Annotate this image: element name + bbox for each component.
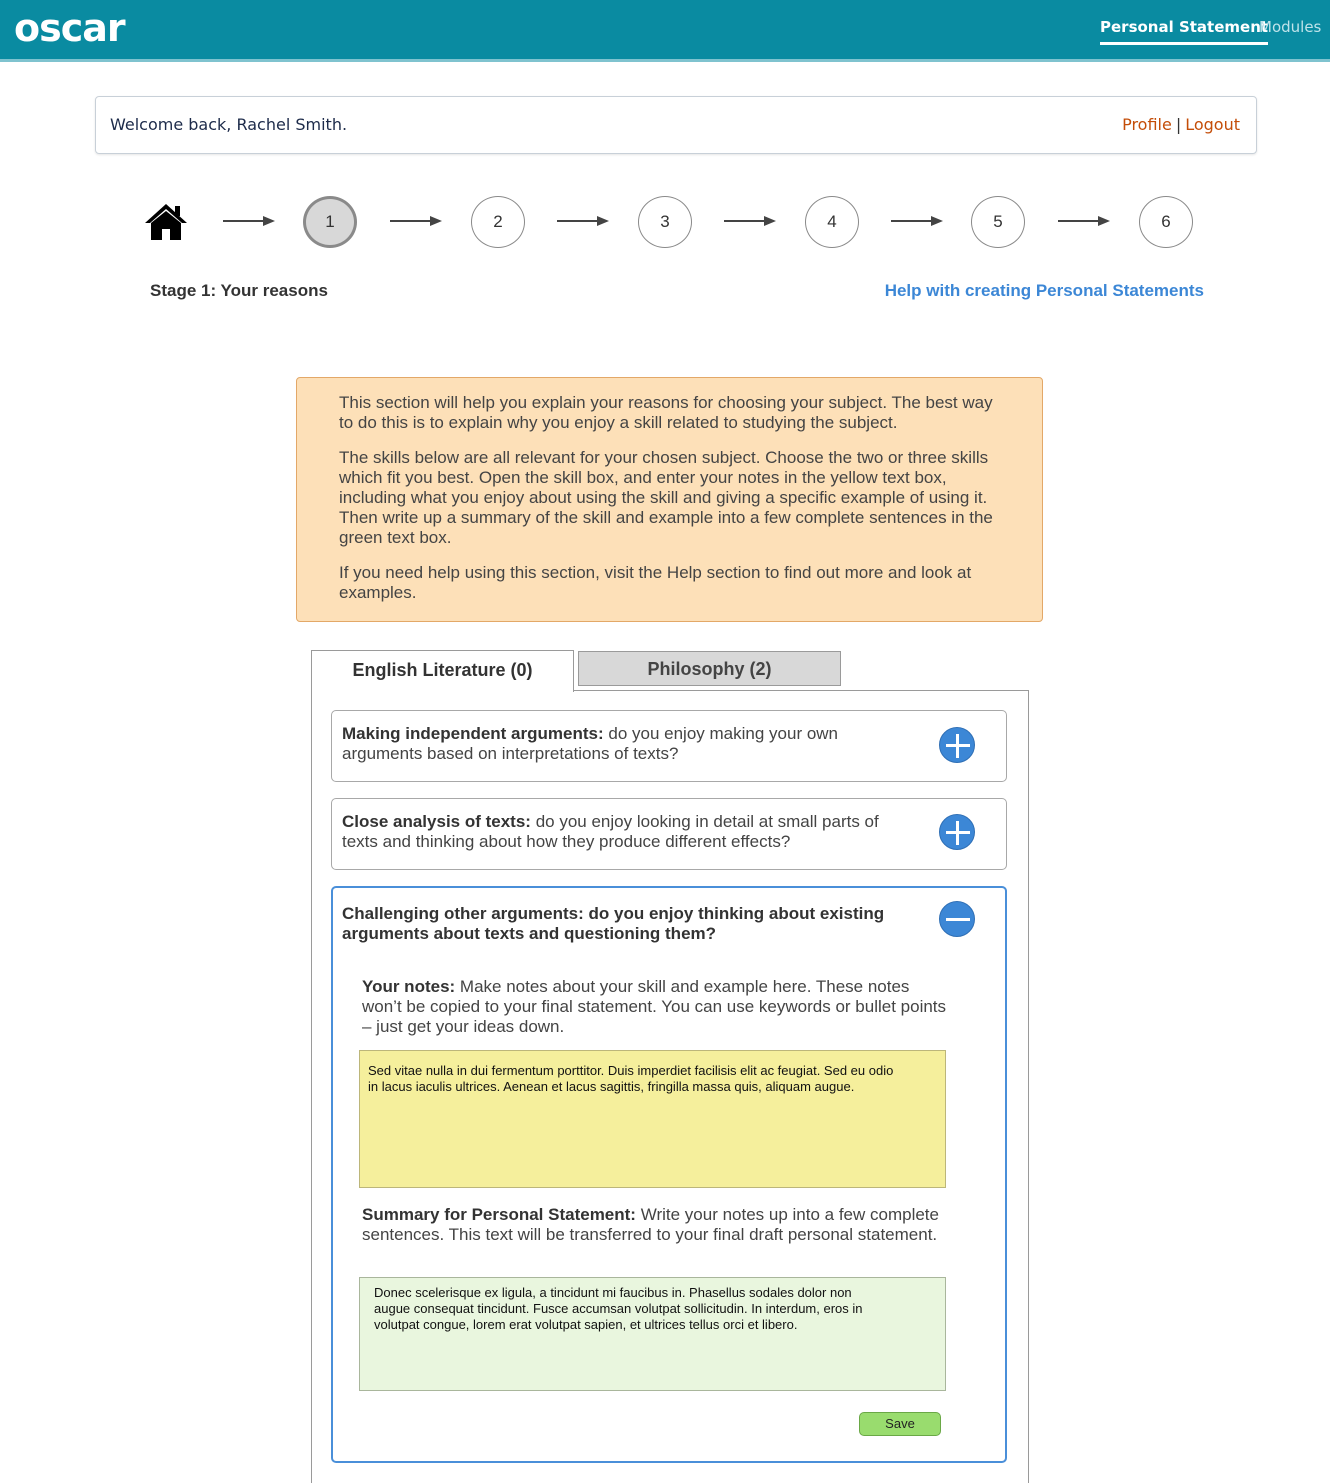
oscar-logo[interactable]: oscar <box>14 6 125 50</box>
stage-title: Stage 1: Your reasons <box>150 281 328 300</box>
notes-label: Your notes: <box>362 977 456 996</box>
summary-textarea[interactable]: Donec scelerisque ex ligula, a tincidunt mi faucibus in. Phasellus sodales dolor non augue consequat tincidunt. Fusce accumsan volutpat sollicitudin. In interdum, eros in volutpat congue, lorem erat volutpat sapien, et ultrices tellus orci et libero. <box>359 1277 946 1391</box>
step-5[interactable]: 5 <box>971 196 1025 248</box>
arrow-right-icon <box>891 213 943 229</box>
step-3[interactable]: 3 <box>638 196 692 248</box>
arrow-right-icon <box>1058 213 1110 229</box>
logout-link[interactable]: Logout <box>1185 115 1240 134</box>
save-button[interactable]: Save <box>859 1412 941 1436</box>
step-6[interactable]: 6 <box>1139 196 1193 248</box>
skill-card-text <box>342 812 902 852</box>
top-navbar <box>0 0 1330 62</box>
skill-description: do you enjoy making your own arguments based on interpretations of texts? <box>342 724 839 763</box>
skill-title: Challenging other arguments: do you enjoy thinking about existing arguments about texts and questioning them? <box>342 904 885 943</box>
arrow-right-icon <box>390 213 442 229</box>
notes-textarea[interactable]: Sed vitae nulla in dui fermentum porttitor. Duis imperdiet facilisis elit ac feugiat. Sed eu odio in lacus iaculis ultrices. Aenean et lacus sagittis, fringilla massa quis, aliquam augue. <box>359 1050 946 1188</box>
plus-icon[interactable] <box>939 814 975 850</box>
tab-philosophy[interactable]: Philosophy (2) <box>578 651 841 686</box>
minus-icon[interactable] <box>939 901 975 937</box>
instructions-paragraph: This section will help you explain your reasons for choosing your subject. The best way to do this is to explain why you enjoy a skill related to studying the subject. <box>339 393 993 432</box>
tab-english-literature[interactable]: English Literature (0) <box>311 650 574 692</box>
instructions-paragraph: The skills below are all relevant for your chosen subject. Choose the two or three skills which fit you best. Open the skill box, and enter your notes in the yellow text box, including what you enjoy about using the skill and giving a specific example of using it. Then write up a summary of the skill and example into a few complete sentences in the green text box. <box>339 448 993 547</box>
skill-card[interactable] <box>331 710 1007 782</box>
help-link[interactable]: Help with creating Personal Statements <box>884 281 1204 300</box>
skill-title: Making independent arguments: <box>342 724 604 743</box>
notes-description: Make notes about your skill and example here. These notes won’t be copied to your final statement. You can use keywords or bullet points – just get your ideas down. <box>362 977 947 1036</box>
plus-icon[interactable] <box>939 727 975 763</box>
home-icon[interactable] <box>144 202 188 242</box>
skill-description: do you enjoy looking in detail at small parts of texts and thinking about how they produce different effects? <box>342 812 879 851</box>
instructions-box <box>296 377 1043 622</box>
account-links <box>1122 115 1240 134</box>
link-separator: | <box>1175 115 1182 134</box>
step-4[interactable]: 4 <box>805 196 859 248</box>
summary-label: Summary for Personal Statement: <box>362 1205 636 1224</box>
notes-instructions <box>362 977 952 1037</box>
skill-title: Close analysis of texts: <box>342 812 531 831</box>
arrow-right-icon <box>223 213 275 229</box>
summary-instructions <box>362 1205 952 1245</box>
skill-card-text <box>342 724 902 764</box>
arrow-right-icon <box>724 213 776 229</box>
welcome-bar <box>95 96 1257 154</box>
step-2[interactable]: 2 <box>471 196 525 248</box>
instructions-paragraph: If you need help using this section, visit the Help section to find out more and look at examples. <box>339 563 972 602</box>
step-1[interactable]: 1 <box>303 196 357 248</box>
welcome-message: Welcome back, Rachel Smith. <box>110 115 348 134</box>
arrow-right-icon <box>557 213 609 229</box>
nav-modules[interactable]: Modules <box>1259 18 1322 36</box>
nav-personal-statement[interactable]: Personal Statement <box>1100 18 1268 45</box>
summary-description: Write your notes up into a few complete sentences. This text will be transferred to your final draft personal statement. <box>362 1205 939 1244</box>
profile-link[interactable]: Profile <box>1122 115 1172 134</box>
skill-card-expanded <box>331 886 1007 1463</box>
skill-card[interactable] <box>331 798 1007 870</box>
